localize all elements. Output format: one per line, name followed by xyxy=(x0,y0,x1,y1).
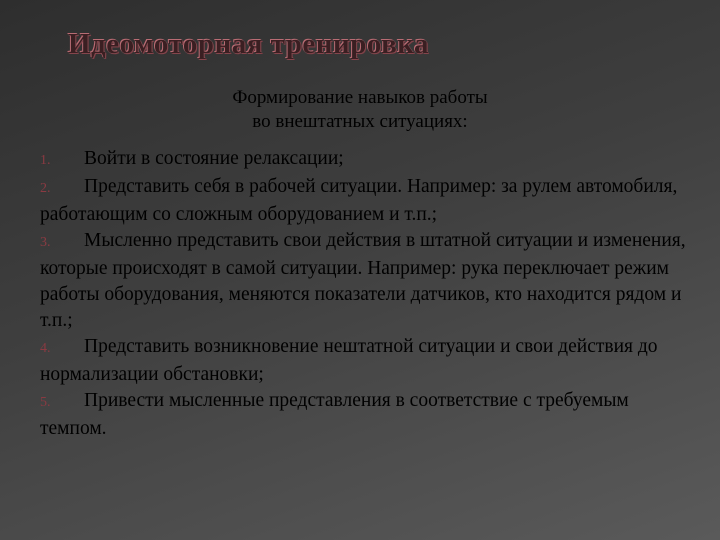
list-item-text: Войти в состояние релаксации; xyxy=(84,148,344,169)
list-item-text: Представить себя в рабочей ситуации. Например: за рулем автомобиля, работающим со сложным оборудованием и т.п.; xyxy=(40,176,678,225)
list-item xyxy=(40,146,700,174)
list-item-text: Мысленно представить свои действия в штатной ситуации и изменения, которые происходят в самой ситуации. Например: рука переключает режим работы оборудования, меняются показатели датчиков, кто находится рядом и т.п.; xyxy=(40,230,686,331)
subtitle-line-1: Формирование навыков работы xyxy=(232,87,488,108)
list-item-text: Представить возникновение нештатной ситуации и свои действия до нормализации обстановки; xyxy=(40,336,658,385)
list-item-number: 4. xyxy=(40,341,51,356)
list-item-number: 1. xyxy=(40,153,51,168)
list-item-number: 5. xyxy=(40,395,51,410)
list-item-number: 3. xyxy=(40,235,51,250)
numbered-list xyxy=(40,146,700,442)
list-item xyxy=(40,174,700,228)
list-item-number: 2. xyxy=(40,181,51,196)
list-item xyxy=(40,388,700,442)
list-item-text: Привести мысленные представления в соответствие с требуемым темпом. xyxy=(40,390,629,439)
slide-subtitle xyxy=(150,86,570,134)
subtitle-line-2: во внештатных ситуациях: xyxy=(252,111,468,132)
list-item xyxy=(40,334,700,388)
list-item xyxy=(40,228,700,334)
slide-title: Идеомоторная тренировка xyxy=(68,28,430,60)
